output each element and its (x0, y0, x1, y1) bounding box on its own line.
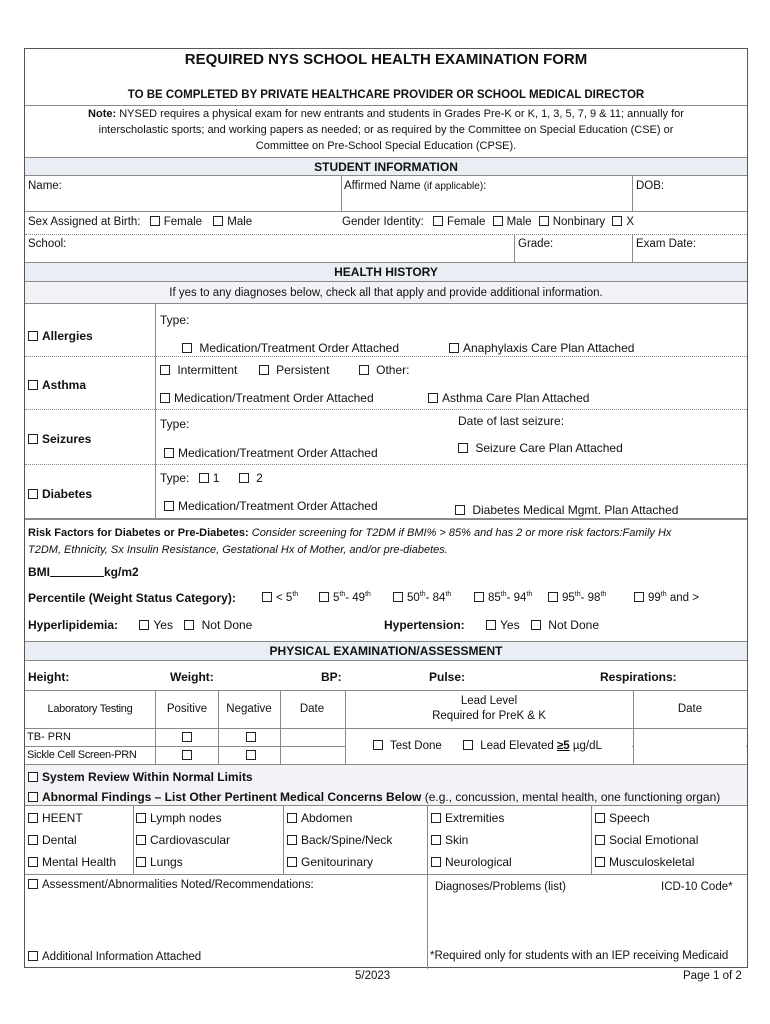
anaphylaxis-plan-checkbox[interactable] (449, 343, 459, 353)
additional-info-label: Additional Information Attached (42, 951, 202, 963)
systems-grid-bottom (25, 874, 747, 875)
asthma-other-option[interactable] (359, 363, 410, 377)
lab-testing-header: Laboratory Testing (47, 703, 133, 715)
systems-grid-divider (591, 806, 592, 874)
system-normal-option[interactable] (28, 770, 253, 784)
bmi-unit: kg/m2 (104, 565, 139, 579)
tb-positive-checkbox[interactable] (182, 732, 192, 742)
dob-label[interactable]: DOB: (636, 180, 665, 192)
assessment-label: Assessment/Abnormalities Noted/Recommendations: (42, 879, 314, 891)
history-instruction: If yes to any diagnoses below, check all that apply and provide additional information. (25, 282, 747, 304)
risk-factors-line-1: Consider screening for T2DM if BMI% > 85% and has 2 or more risk factors:Family Hx (251, 527, 672, 539)
diabetes-option[interactable] (28, 487, 92, 501)
gender-female-option[interactable] (433, 216, 485, 228)
lead-date-header: Date (677, 703, 703, 715)
weight-label[interactable]: Weight: (170, 670, 214, 684)
percentile-85-94-checkbox[interactable] (474, 592, 484, 602)
percentile-lt5-option[interactable] (262, 591, 298, 604)
system-social-emotional-option[interactable] (595, 833, 698, 847)
diabetes-plan-option[interactable] (455, 503, 678, 517)
asthma-checkbox[interactable] (28, 380, 38, 390)
gender-nonbinary-checkbox[interactable] (539, 216, 549, 226)
last-seizure-label[interactable]: Date of last seizure: (458, 414, 565, 428)
system-lymph-nodes-checkbox[interactable] (136, 813, 146, 823)
student-info-header: STUDENT INFORMATION (25, 157, 747, 176)
tb-label: TB- PRN (27, 731, 71, 743)
gender-female-label: Female (447, 216, 486, 228)
diagnoses-label[interactable]: Diagnoses/Problems (list) (435, 881, 567, 893)
sex-field (28, 216, 252, 228)
percentile-5-49-option[interactable] (319, 591, 371, 604)
asthma-plan-option[interactable] (428, 391, 589, 405)
percentile-94-text: - 94 (506, 591, 527, 604)
sex-label: Sex Assigned at Birth: (28, 216, 141, 228)
height-label[interactable]: Height: (28, 670, 70, 684)
asthma-persistent-label: Persistent (276, 363, 330, 377)
gender-field (342, 216, 634, 228)
diabetes-label: Diabetes (42, 487, 93, 501)
systems-grid-divider (427, 806, 428, 874)
percentile-lt5-checkbox[interactable] (262, 592, 272, 602)
percentile-94-sup: th (526, 591, 533, 598)
percentile-49-sup: th (365, 591, 371, 598)
diabetes-type-2-checkbox[interactable] (239, 473, 249, 483)
lead-level-title: Lead Level (460, 695, 518, 707)
system-neurological-label: Neurological (445, 855, 512, 869)
diabetes-type-label: Type: (160, 471, 190, 485)
system-dental-option[interactable] (28, 833, 77, 847)
seizures-label: Seizures (42, 432, 92, 446)
seizures-med-order-option[interactable] (164, 446, 378, 460)
percentile-99-and-above: and > (669, 591, 699, 604)
bp-label[interactable]: BP: (321, 670, 342, 684)
assessment-checkbox[interactable] (28, 879, 38, 889)
lab-date-header: Date (299, 703, 325, 715)
percentile-field (28, 591, 236, 605)
system-lungs-checkbox[interactable] (136, 857, 146, 867)
system-lungs-option[interactable] (136, 855, 183, 869)
system-skin-checkbox[interactable] (431, 835, 441, 845)
gender-nonbinary-label: Nonbinary (552, 216, 606, 228)
system-extremities-option[interactable] (431, 811, 504, 825)
system-genitourinary-label: Genitourinary (301, 855, 374, 869)
system-heent-label: HEENT (42, 811, 83, 825)
lead-level-header (345, 694, 633, 724)
lead-elevated-checkbox[interactable] (463, 740, 473, 750)
respirations-label[interactable]: Respirations: (600, 670, 677, 684)
seizure-plan-checkbox[interactable] (458, 443, 468, 453)
sex-male-option[interactable] (213, 216, 252, 228)
system-musculoskeletal-option[interactable] (595, 855, 694, 869)
sex-female-label: Female (163, 216, 203, 228)
diabetes-checkbox[interactable] (28, 489, 38, 499)
asthma-intermittent-option[interactable] (160, 363, 237, 377)
percentile-49-text: - 49 (345, 591, 366, 604)
diabetes-plan-label: Diabetes Medical Mgmt. Plan Attached (472, 503, 679, 517)
abnormal-label: Abnormal Findings – List Other Pertinent Medical Concerns Below (42, 790, 422, 804)
percentile-50-sup: th (419, 591, 426, 598)
percentile-84-sup: th (445, 591, 452, 598)
pulse-label[interactable]: Pulse: (429, 670, 466, 684)
allergies-med-order-option[interactable] (182, 341, 399, 355)
lead-threshold: ≥5 (556, 740, 570, 752)
percentile-98-sup: th (600, 591, 607, 598)
percentile-95-98-checkbox[interactable] (548, 592, 558, 602)
asthma-other-checkbox[interactable] (359, 365, 369, 375)
asthma-med-order-label: Medication/Treatment Order Attached (174, 391, 374, 405)
percentile-99-checkbox[interactable] (634, 592, 644, 602)
system-back-spine-neck-label: Back/Spine/Neck (301, 833, 393, 847)
note-label: Note: (88, 108, 117, 120)
hypertension-yes-option[interactable] (486, 618, 520, 632)
percentile-50-text: 50 (407, 591, 420, 604)
system-speech-label: Speech (609, 811, 650, 825)
percentile-50-84-checkbox[interactable] (393, 592, 403, 602)
percentile-lt5-text: < 5 (276, 591, 293, 604)
hyperlipidemia-yes-checkbox[interactable] (139, 620, 149, 630)
hypertension-not-done-option[interactable] (531, 618, 599, 632)
hypertension-yes-label: Yes (500, 618, 520, 632)
hyperlipidemia-yes-option[interactable] (139, 618, 173, 632)
hypertension-label: Hypertension: (384, 618, 465, 632)
system-lymph-nodes-label: Lymph nodes (150, 811, 222, 825)
lead-test-done-label: Test Done (390, 740, 442, 752)
system-extremities-label: Extremities (445, 811, 505, 825)
percentile-85-94-option[interactable] (474, 591, 532, 604)
system-lymph-nodes-option[interactable] (136, 811, 222, 825)
sex-male-label: Male (227, 216, 253, 228)
system-normal-label: System Review Within Normal Limits (42, 770, 253, 784)
system-musculoskeletal-label: Musculoskeletal (609, 855, 695, 869)
allergies-med-order-label: Medication/Treatment Order Attached (199, 341, 399, 355)
gender-x-option[interactable] (612, 216, 634, 228)
health-history-header: HEALTH HISTORY (25, 263, 747, 282)
diabetes-type-2-option[interactable] (239, 471, 263, 485)
percentile-95-text: 95 (562, 591, 575, 604)
diabetes-type-field (160, 471, 263, 485)
system-speech-checkbox[interactable] (595, 813, 605, 823)
system-skin-label: Skin (445, 833, 469, 847)
system-extremities-checkbox[interactable] (431, 813, 441, 823)
system-cardiovascular-label: Cardiovascular (150, 833, 231, 847)
percentile-84-text: - 84 (425, 591, 446, 604)
school-label[interactable]: School: (28, 238, 67, 250)
form-title: REQUIRED NYS SCHOOL HEALTH EXAMINATION FORM (184, 51, 588, 68)
diabetes-med-order-checkbox[interactable] (164, 501, 174, 511)
gender-x-checkbox[interactable] (612, 216, 622, 226)
hyperlipidemia-not-done-checkbox[interactable] (184, 620, 194, 630)
icd-note: *Required only for students with an IEP receiving Medicaid (430, 950, 729, 962)
lead-test-done-option[interactable] (373, 740, 442, 752)
asthma-option[interactable] (28, 378, 86, 392)
system-abdomen-checkbox[interactable] (287, 813, 297, 823)
percentile-5-sup: th (339, 591, 346, 598)
system-musculoskeletal-checkbox[interactable] (595, 857, 605, 867)
asthma-persistent-option[interactable] (259, 363, 330, 377)
hypertension-field (384, 618, 599, 632)
diabetes-type-2-label: 2 (256, 471, 263, 485)
diabetes-med-order-label: Medication/Treatment Order Attached (178, 499, 378, 513)
lead-elevated-label: Lead Elevated (480, 740, 554, 752)
system-abdomen-option[interactable] (287, 811, 352, 825)
bmi-field[interactable] (28, 565, 139, 579)
anaphylaxis-plan-label: Anaphylaxis Care Plan Attached (463, 341, 635, 355)
asthma-persistent-checkbox[interactable] (259, 365, 269, 375)
diabetes-type-1-label: 1 (212, 471, 220, 485)
asthma-plan-label: Asthma Care Plan Attached (442, 391, 590, 405)
systems-grid-divider (133, 806, 134, 874)
asthma-intermittent-label: Intermittent (177, 363, 238, 377)
assessment-option[interactable] (28, 879, 314, 891)
hyperlipidemia-field (28, 618, 252, 632)
lead-date-cell[interactable] (634, 730, 746, 764)
seizures-type-label[interactable]: Type: (160, 417, 190, 431)
risk-factors-line-2: T2DM, Ethnicity, Sx Insulin Resistance, Gestational Hx of Mother, and/or pre-diabetes. (28, 544, 448, 556)
system-speech-option[interactable] (595, 811, 650, 825)
sex-female-option[interactable] (150, 216, 202, 228)
gender-female-checkbox[interactable] (433, 216, 443, 226)
hypertension-not-done-checkbox[interactable] (531, 620, 541, 630)
percentile-85-sup: th (500, 591, 507, 598)
seizures-row (25, 410, 747, 465)
system-normal-checkbox[interactable] (28, 772, 38, 782)
abnormal-checkbox[interactable] (28, 792, 38, 802)
system-neurological-option[interactable] (431, 855, 512, 869)
system-back-spine-neck-checkbox[interactable] (287, 835, 297, 845)
hyperlipidemia-label: Hyperlipidemia: (28, 618, 119, 632)
additional-info-option[interactable] (28, 951, 201, 963)
bmi-label: BMI (28, 565, 50, 579)
hyperlipidemia-not-done-option[interactable] (184, 618, 252, 632)
percentile-98-text: - 98 (580, 591, 601, 604)
system-genitourinary-checkbox[interactable] (287, 857, 297, 867)
positive-header: Positive (166, 703, 208, 715)
gender-male-option[interactable] (493, 216, 532, 228)
system-cardiovascular-checkbox[interactable] (136, 835, 146, 845)
allergies-label: Allergies (42, 329, 93, 343)
note-line-2: interscholastic sports; and working papers as needed; or as required by the Committee on Special Education (CSE) or (98, 124, 674, 136)
diabetes-med-order-option[interactable] (164, 499, 378, 513)
affirmed-note: (if applicable) (423, 181, 484, 192)
system-heent-option[interactable] (28, 811, 83, 825)
asthma-med-order-checkbox[interactable] (160, 393, 170, 403)
seizures-checkbox[interactable] (28, 434, 38, 444)
lead-level-required: Required for PreK & K (432, 710, 546, 722)
abnormal-option[interactable] (28, 790, 720, 804)
abnormal-examples: (e.g., concussion, mental health, one functioning organ) (424, 790, 721, 804)
bmi-input-line[interactable] (50, 567, 104, 577)
percentile-5-49-checkbox[interactable] (319, 592, 329, 602)
percentile-5-text: 5 (333, 591, 340, 604)
sex-female-checkbox[interactable] (150, 216, 160, 226)
system-genitourinary-option[interactable] (287, 855, 373, 869)
percentile-50-84-option[interactable] (393, 591, 451, 604)
affirmed-name-text: Affirmed Name (344, 180, 421, 192)
allergies-option[interactable] (28, 329, 93, 343)
lead-elevated-option[interactable] (463, 740, 602, 752)
gender-label: Gender Identity: (342, 216, 424, 228)
gender-x-label: X (626, 216, 635, 228)
hyperlipidemia-yes-label: Yes (153, 618, 173, 632)
additional-info-checkbox[interactable] (28, 951, 38, 961)
asthma-med-order-option[interactable] (160, 391, 374, 405)
percentile-lt5-sup: th (292, 591, 299, 598)
sex-male-checkbox[interactable] (213, 216, 223, 226)
percentile-95-sup: th (574, 591, 581, 598)
diabetes-type-1-checkbox[interactable] (199, 473, 209, 483)
note-line-1: NYSED requires a physical exam for new entrants and students in Grades Pre-K or K, 1, 3, 5, 7, 9 & 11; annually for (119, 108, 684, 120)
system-neurological-checkbox[interactable] (431, 857, 441, 867)
asthma-type-options (160, 363, 409, 377)
diabetes-plan-checkbox[interactable] (455, 505, 465, 515)
hypertension-yes-checkbox[interactable] (486, 620, 496, 630)
gender-male-checkbox[interactable] (493, 216, 503, 226)
systems-grid-divider (283, 806, 284, 874)
system-social-emotional-label: Social Emotional (609, 833, 699, 847)
system-abdomen-label: Abdomen (301, 811, 353, 825)
seizures-option[interactable] (28, 432, 91, 446)
system-mental-health-option[interactable] (28, 855, 116, 869)
gender-nonbinary-option[interactable] (539, 216, 605, 228)
gender-male-label: Male (506, 216, 532, 228)
percentile-85-text: 85 (488, 591, 501, 604)
system-lungs-label: Lungs (150, 855, 183, 869)
asthma-plan-checkbox[interactable] (428, 393, 438, 403)
allergies-checkbox[interactable] (28, 331, 38, 341)
affirmed-colon: : (483, 180, 487, 192)
percentile-99-option[interactable] (634, 591, 699, 604)
system-dental-checkbox[interactable] (28, 835, 38, 845)
hypertension-not-done-label: Not Done (548, 618, 599, 632)
system-social-emotional-checkbox[interactable] (595, 835, 605, 845)
name-label[interactable]: Name: (28, 180, 62, 192)
grade-label[interactable]: Grade: (518, 238, 554, 250)
anaphylaxis-plan-option[interactable] (449, 341, 634, 355)
tb-negative-checkbox[interactable] (246, 732, 256, 742)
seizures-med-order-checkbox[interactable] (164, 448, 174, 458)
icd-code-label[interactable]: ICD-10 Code* (661, 881, 733, 893)
percentile-95-98-option[interactable] (548, 591, 606, 604)
form-version: 5/2023 (355, 970, 391, 982)
system-back-spine-neck-option[interactable] (287, 833, 392, 847)
system-cardiovascular-option[interactable] (136, 833, 230, 847)
risk-factors-text (28, 525, 671, 559)
form-subtitle: TO BE COMPLETED BY PRIVATE HEALTHCARE PROVIDER OR SCHOOL MEDICAL DIRECTOR (127, 89, 645, 101)
note-line-3: Committee on Pre-School Special Education (CPSE). (255, 140, 517, 152)
asthma-label: Asthma (42, 378, 87, 392)
system-heent-checkbox[interactable] (28, 813, 38, 823)
diabetes-type-1-option[interactable] (199, 471, 220, 485)
percentile-label: Percentile (Weight Status Category): (28, 591, 236, 605)
exam-date-label[interactable]: Exam Date: (636, 238, 697, 250)
health-exam-form (24, 48, 748, 968)
page-number: Page 1 of 2 (683, 970, 742, 982)
seizures-med-order-label: Medication/Treatment Order Attached (178, 446, 378, 460)
allergies-med-order-checkbox[interactable] (182, 343, 192, 353)
system-dental-label: Dental (42, 833, 77, 847)
asthma-intermittent-checkbox[interactable] (160, 365, 170, 375)
hyperlipidemia-not-done-label: Not Done (201, 618, 253, 632)
sickle-cell-label: Sickle Cell Screen-PRN (27, 749, 137, 761)
sickle-positive-checkbox[interactable] (182, 750, 192, 760)
seizure-plan-label: Seizure Care Plan Attached (475, 441, 623, 455)
negative-header: Negative (226, 703, 272, 715)
note-block (25, 106, 747, 154)
percentile-99-sup: th (660, 591, 667, 598)
seizure-plan-option[interactable] (458, 441, 623, 455)
lead-unit: µg/dL (572, 740, 602, 752)
asthma-other-label: Other: (376, 363, 410, 377)
lead-test-done-checkbox[interactable] (373, 740, 383, 750)
affirmed-name-label[interactable] (344, 180, 486, 192)
sickle-negative-checkbox[interactable] (246, 750, 256, 760)
system-mental-health-checkbox[interactable] (28, 857, 38, 867)
percentile-99-text: 99 (648, 591, 661, 604)
physical-exam-header: PHYSICAL EXAMINATION/ASSESSMENT (25, 641, 747, 661)
allergies-type-label[interactable]: Type: (160, 313, 190, 327)
system-skin-option[interactable] (431, 833, 468, 847)
system-mental-health-label: Mental Health (42, 855, 117, 869)
risk-factors-label: Risk Factors for Diabetes or Pre-Diabetes: (28, 527, 249, 539)
